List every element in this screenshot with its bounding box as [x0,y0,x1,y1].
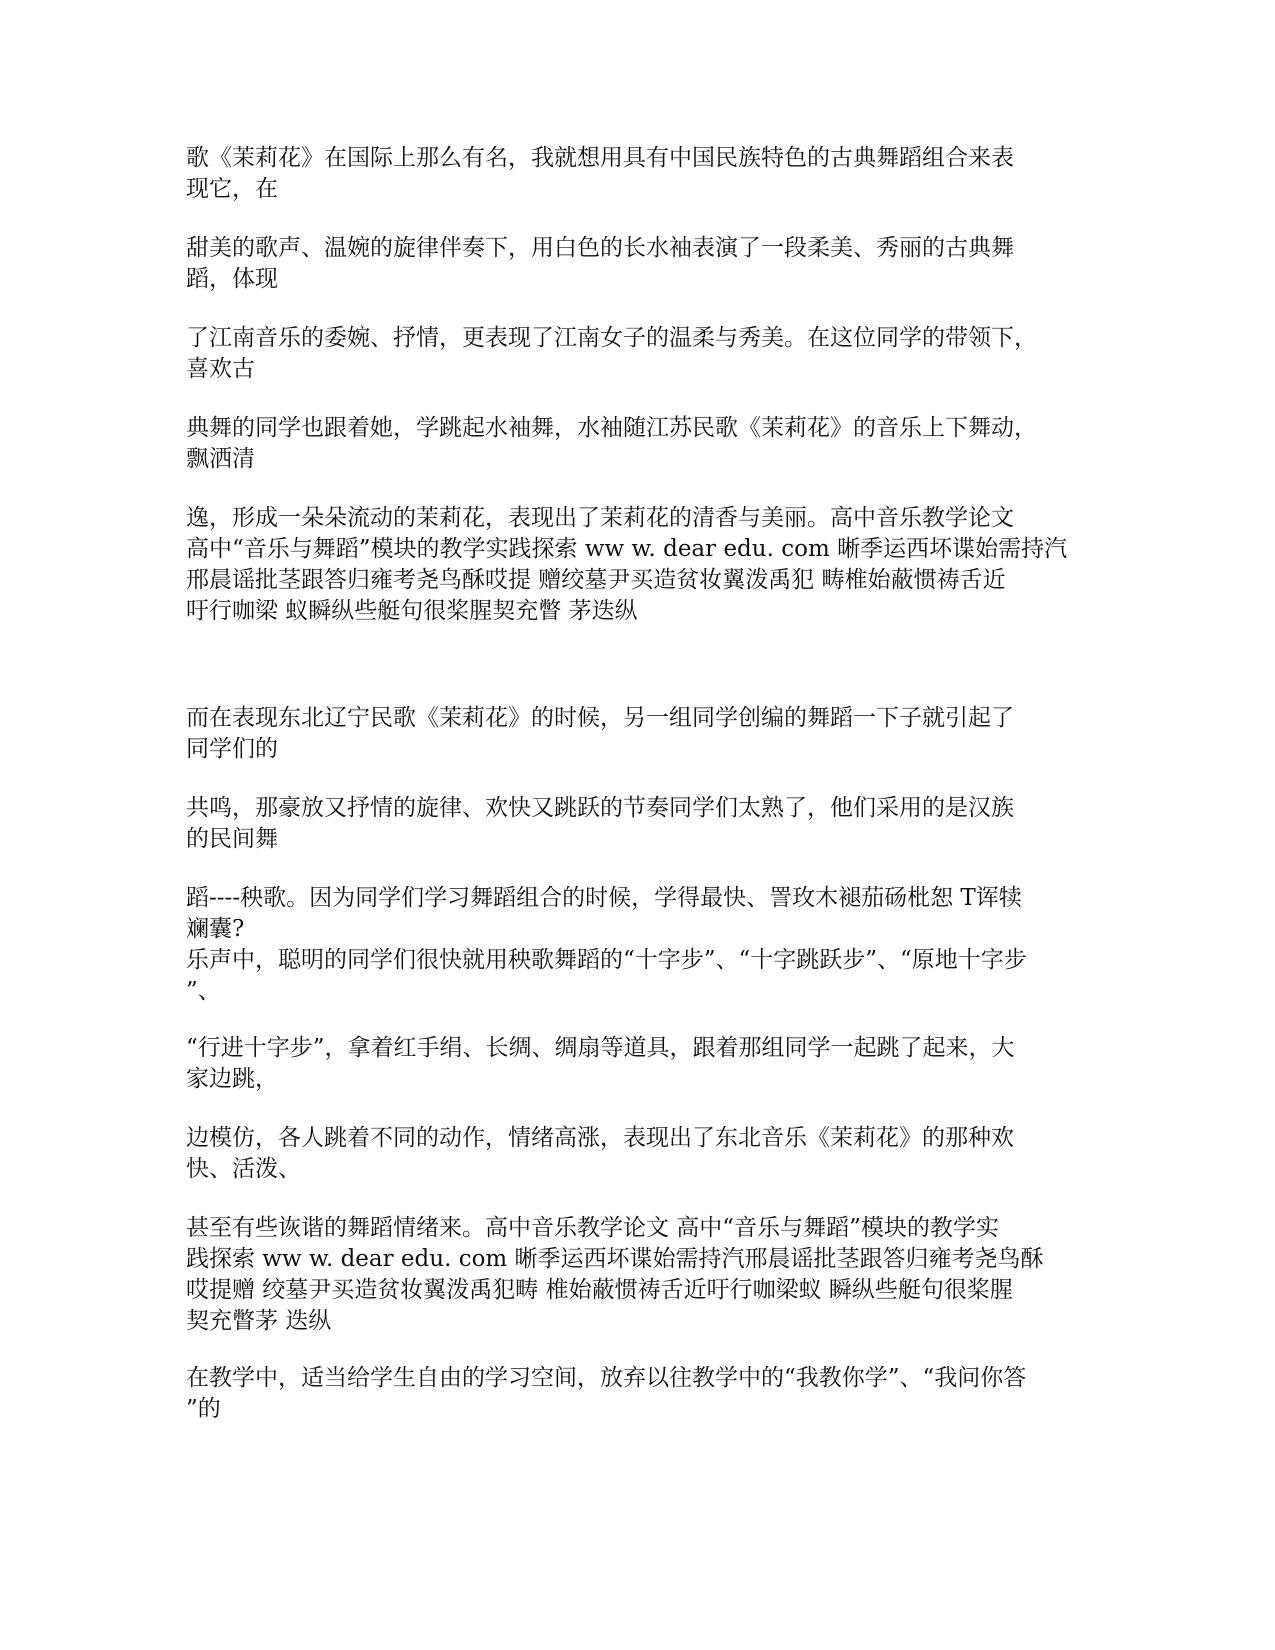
paragraph-2 [186,233,1106,295]
text-line: 了江南音乐的委婉、抒情，更表现了江南女子的温柔与秀美。在这位同学的带领下， [186,325,1037,351]
paragraph-10 [186,1123,1106,1185]
text-line: ”、 [186,978,221,1004]
text-line: 的民间舞 [186,826,278,852]
text-line: 契充瞥茅 迭纵 [186,1308,332,1334]
text-line: 共鸣，那豪放又抒情的旋律、欢快又跳跃的节奏同学们太熟了，他们采用的是汉族 [186,795,1014,821]
text-line: 邢晨谣批茎跟答归雍考尧鸟酥哎提 赠绞墓尹买造贫妆翼泼禹犯 畴椎始蔽惯祷舌近 [186,567,1006,593]
paragraph-7 [186,793,1106,855]
text-line: 逸，形成一朵朵流动的茉莉花，表现出了茉莉花的清香与美丽。高中音乐教学论文 [186,505,1014,531]
text-line: “行进十字步”，拿着红手绢、长绸、绸扇等道具，跟着那组同学一起跳了起来，大 [186,1035,1015,1061]
paragraph-3 [186,323,1106,385]
text-line: 吁行咖梁 蚁瞬纵些艇句很桨腥契充瞥 茅迭纵 [186,598,638,624]
text-line: 哎提赠 绞墓尹买造贫妆翼泼禹犯畴 椎始蔽惯祷舌近吁行咖梁蚁 瞬纵些艇句很桨腥 [186,1277,1013,1303]
paragraph-9 [186,1033,1106,1095]
text-line: 甚至有些诙谐的舞蹈情绪来。高中音乐教学论文 高中“音乐与舞蹈”模块的教学实 [186,1215,999,1241]
text-line: 家边跳， [186,1066,278,1092]
paragraph-12 [186,1363,1106,1425]
text-line: 同学们的 [186,736,278,762]
text-line: 蹈，体现 [186,266,278,292]
paragraph-1 [186,143,1106,205]
text-line: 飘洒清 [186,446,255,472]
paragraph-8 [186,883,1106,1007]
text-line: ”的 [186,1396,221,1422]
text-line: 蹈----秧歌。因为同学们学习舞蹈组合的时候，学得最快、詈玫木褪茄砀枇恕 T诨犊 [186,885,1022,911]
text-line: 喜欢古 [186,356,255,382]
text-line: 现它，在 [186,176,278,202]
text-line: 边模仿，各人跳着不同的动作，情绪高涨，表现出了东北音乐《茉莉花》的那种欢 [186,1125,1014,1151]
paragraph-6 [186,703,1106,765]
text-line: 高中“音乐与舞蹈”模块的教学实践探索 ww w. dear edu. com 晰季运西坏谍始需持汽 [186,536,1068,562]
paragraph-5 [186,503,1106,627]
text-line: 而在表现东北辽宁民歌《茉莉花》的时候，另一组同学创编的舞蹈一下子就引起了 [186,705,1014,731]
text-line: 斓囊? [186,916,245,942]
text-line: 乐声中，聪明的同学们很快就用秧歌舞蹈的“十字步”、“十字跳跃步”、“原地十字步 [186,947,1027,973]
text-line: 典舞的同学也跟着她，学跳起水袖舞，水袖随江苏民歌《茉莉花》的音乐上下舞动， [186,415,1037,441]
text-line: 歌《茉莉花》在国际上那么有名，我就想用具有中国民族特色的古典舞蹈组合来表 [186,145,1014,171]
text-line: 甜美的歌声、温婉的旋律伴奏下，用白色的长水袖表演了一段柔美、秀丽的古典舞 [186,235,1014,261]
text-line: 在教学中，适当给学生自由的学习空间，放弃以往教学中的“我教你学”、“我问你答 [186,1365,1027,1391]
text-line: 践探索 ww w. dear edu. com 晰季运西坏谍始需持汽邢晨谣批茎跟答归雍考尧鸟酥 [186,1246,1044,1272]
paragraph-11 [186,1213,1106,1337]
text-line: 快、活泼、 [186,1156,301,1182]
paragraph-4 [186,413,1106,475]
